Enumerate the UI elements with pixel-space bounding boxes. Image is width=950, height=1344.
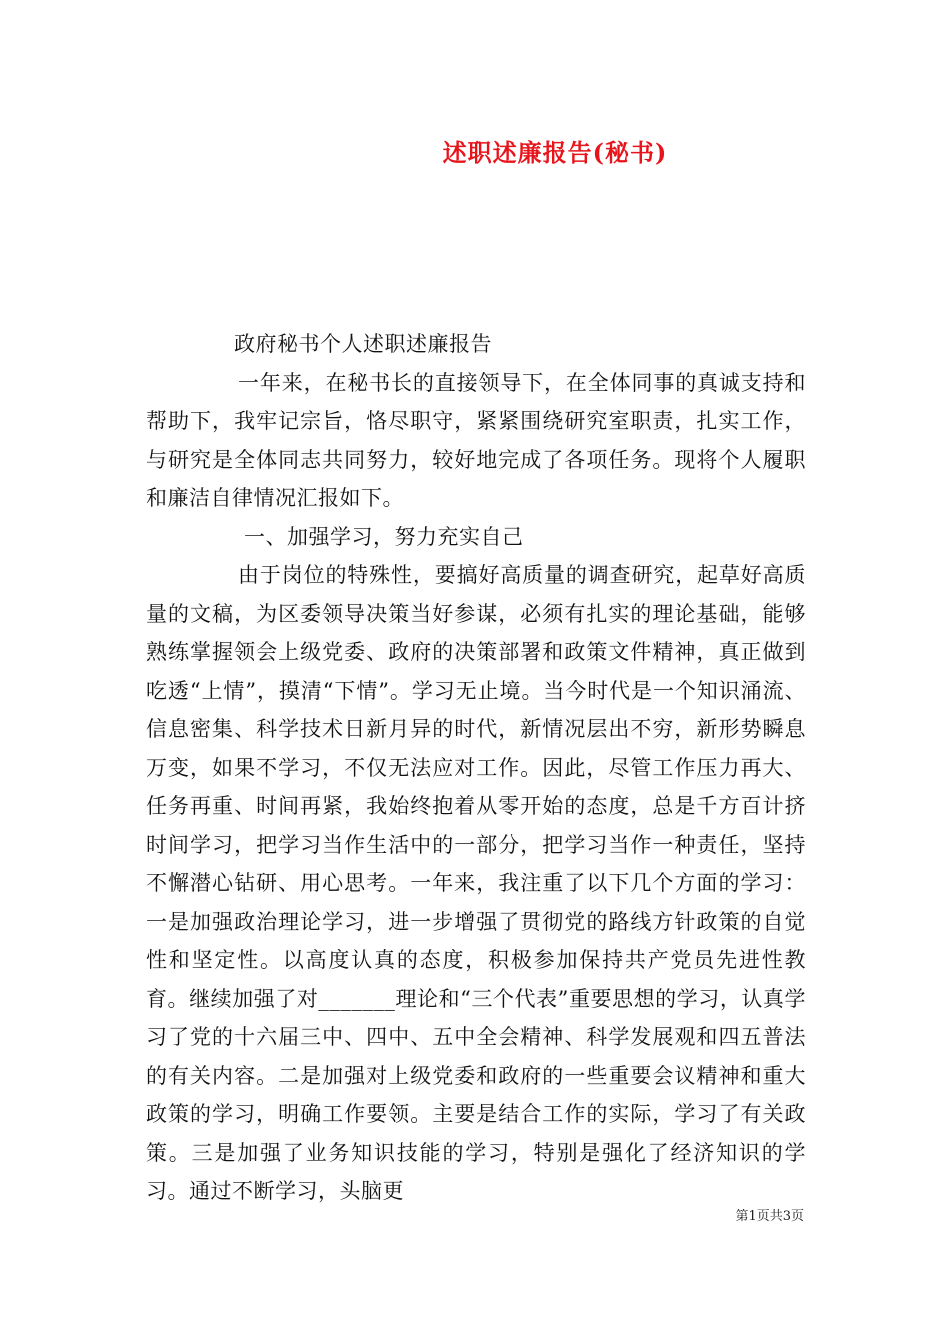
paragraph-study: 由于岗位的特殊性，要搞好高质量的调查研究，起草好高质量的文稿，为区委领导决策当好参谋，必须有扎实的理论基础，能够熟练掌握领会上级党委、政府的决策部署和政策文件精神，真正做到吃透“上情”，摸清“下情”。学习无止境。当今时代是一个知识涌流、信息密集、科学技术日新月异的时代，新情况层出不穷，新形势瞬息万变，如果不学习，不仅无法应对工作。因此，尽管工作压力再大、任务再重、时间再紧，我始终抱着从零开始的态度，总是千方百计挤时间学习，把学习当作生活中的一部分，把学习当作一种责任，坚持不懈潜心钻研、用心思考。一年来，我注重了以下几个方面的学习：一是加强政治理论学习，进一步增强了贯彻党的路线方针政策的自觉性和坚定性。以高度认真的态度，积极参加保持共产党员先进性教育。继续加强了对_______理论和“三个代表”重要思想的学习，认真学习了党的十六届三中、四中、五中全会精神、科学发展观和四五普法的有关内容。二是加强对上级党委和政府的一些重要会议精神和重大政策的学习，明确工作要领。主要是结合工作的实际，学习了有关政策。三是加强了业务知识技能的学习，特别是强化了经济知识的学习。通过不断学习，头脑更 <box>146 563 806 1203</box>
document-subtitle: 政府秘书个人述职述廉报告 <box>234 332 492 356</box>
paragraph-intro: 一年来，在秘书长的直接领导下，在全体同事的真诚支持和帮助下，我牢记宗旨，恪尽职守，紧紧围绕研究室职责，扎实工作，与研究是全体同志共同努力，较好地完成了各项任务。现将个人履职和廉洁自律情况汇报如下。 <box>146 370 806 510</box>
document-body <box>146 325 806 1211</box>
page-number: 第1页共3页 <box>735 1209 804 1224</box>
document-title: 述职述廉报告(秘书) <box>442 138 668 167</box>
section-heading-1: 一、加强学习，努力充实自己 <box>244 524 524 549</box>
